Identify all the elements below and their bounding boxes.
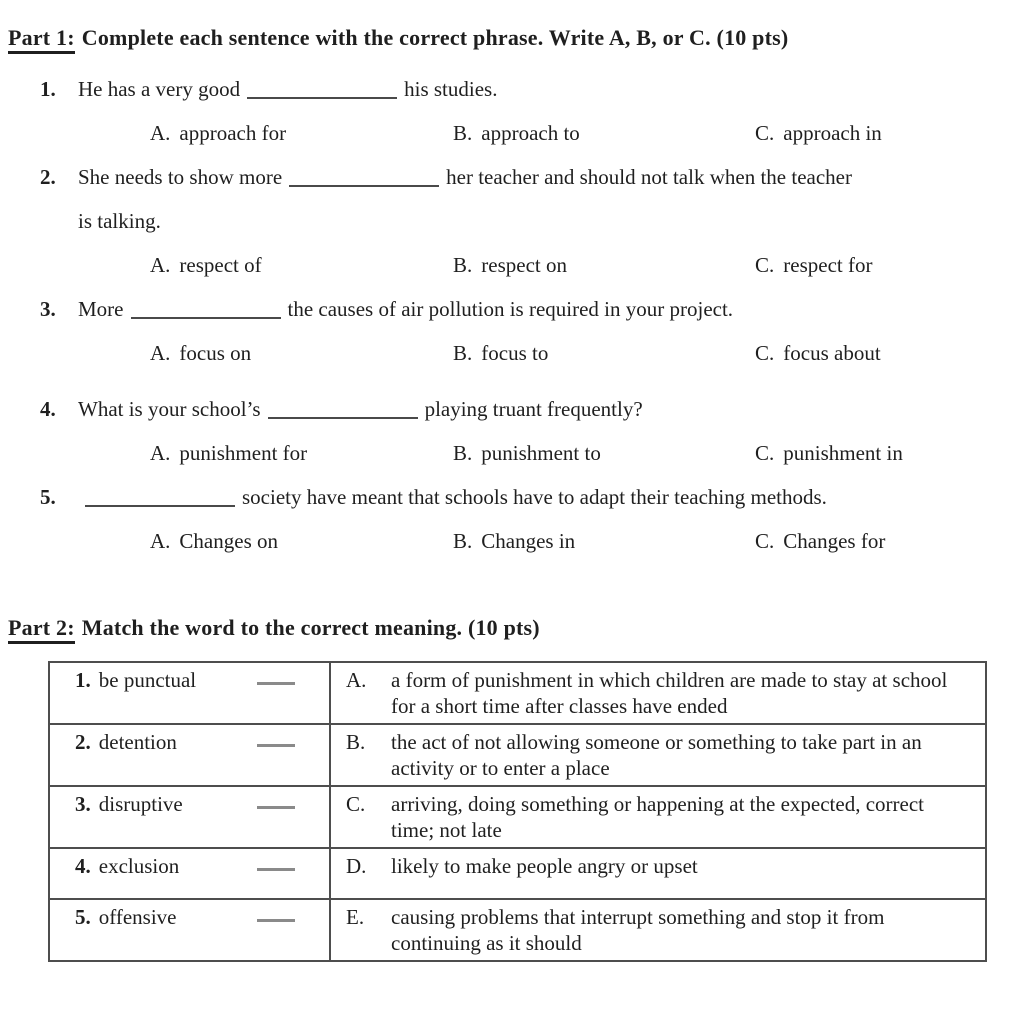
table-row [49, 899, 986, 961]
part1-heading [8, 25, 1024, 51]
meaning-text: a form of punishment in which children are made to stay at school for a short time after classes have ended [391, 668, 948, 718]
option-text: Changes for [783, 528, 886, 553]
option-letter: A. [150, 252, 171, 277]
word-number: 2. [75, 730, 91, 754]
question-text-continued: is talking. [78, 208, 161, 233]
match-answer-blank [257, 791, 295, 809]
meaning-letter: B. [346, 730, 366, 754]
meaning-cell [330, 786, 986, 848]
option-letter: C. [755, 528, 775, 553]
option-text: punishment for [179, 440, 308, 465]
option-a [150, 441, 453, 466]
meaning-letter: A. [346, 668, 367, 692]
option-b [453, 441, 755, 466]
option-letter: C. [755, 440, 775, 465]
matching-table [48, 661, 987, 962]
question-text-before: More [78, 296, 124, 321]
word-label: be punctual [98, 668, 197, 692]
question-1-options [0, 111, 1024, 155]
option-text: approach to [481, 120, 580, 145]
question-text-before: She needs to show more [78, 164, 283, 189]
question-number: 3. [40, 296, 56, 321]
option-text: respect on [481, 252, 567, 277]
word-label: exclusion [98, 854, 180, 878]
meaning-cell [330, 724, 986, 786]
option-letter: C. [755, 120, 775, 145]
word-cell [49, 899, 330, 961]
option-letter: C. [755, 252, 775, 277]
option-c [755, 121, 1024, 146]
part2-heading-label: Part 2: [8, 615, 75, 644]
question-4-options [0, 431, 1024, 475]
match-answer-blank [257, 667, 295, 685]
meaning-text: likely to make people angry or upset [391, 854, 698, 878]
part1-questions [0, 67, 1024, 563]
option-text: focus to [481, 340, 549, 365]
question-text-after: society have meant that schools have to adapt their teaching methods. [242, 484, 827, 509]
option-text: punishment to [481, 440, 601, 465]
answer-blank [268, 404, 418, 419]
question-number: 4. [40, 396, 56, 421]
question-5-options [0, 519, 1024, 563]
option-letter: A. [150, 440, 171, 465]
question-text-after: her teacher and should not talk when the teacher [446, 164, 852, 189]
word-cell [49, 848, 330, 899]
match-answer-blank [257, 729, 295, 747]
option-letter: C. [755, 340, 775, 365]
question-1-line [0, 67, 1024, 111]
part2-heading-text: Match the word to the correct meaning. (10 pts) [81, 615, 540, 640]
option-letter: A. [150, 340, 171, 365]
question-2-options [0, 243, 1024, 287]
match-answer-blank [257, 904, 295, 922]
option-letter: B. [453, 340, 473, 365]
table-row [49, 848, 986, 899]
word-cell [49, 662, 330, 724]
answer-blank [247, 84, 397, 99]
option-c [755, 441, 1024, 466]
question-text-after: playing truant frequently? [424, 396, 643, 421]
word-number: 4. [75, 854, 91, 878]
meaning-cell [330, 899, 986, 961]
table-row [49, 786, 986, 848]
question-2-line-2 [0, 199, 1024, 243]
meaning-text: arriving, doing something or happening at the expected, correct time; not late [391, 792, 924, 842]
meaning-letter: E. [346, 905, 365, 929]
question-number: 5. [40, 484, 56, 509]
table-row [49, 662, 986, 724]
word-cell [49, 724, 330, 786]
word-number: 1. [75, 668, 91, 692]
option-text: respect for [783, 252, 873, 277]
option-text: respect of [179, 252, 262, 277]
answer-blank [131, 304, 281, 319]
question-number: 1. [40, 76, 56, 101]
option-letter: A. [150, 120, 171, 145]
word-label: detention [98, 730, 177, 754]
answer-blank [85, 492, 235, 507]
worksheet-page [0, 25, 1024, 1013]
question-1 [0, 67, 1024, 155]
question-4-line [0, 387, 1024, 431]
question-3 [0, 287, 1024, 375]
word-cell [49, 786, 330, 848]
meaning-letter: C. [346, 792, 366, 816]
question-5-line [0, 475, 1024, 519]
option-a [150, 253, 453, 278]
meaning-letter: D. [346, 854, 367, 878]
meaning-cell [330, 848, 986, 899]
part1-heading-text: Complete each sentence with the correct phrase. Write A, B, or C. (10 pts) [81, 25, 789, 50]
question-2 [0, 155, 1024, 287]
question-text-after: his studies. [404, 76, 498, 101]
option-letter: B. [453, 120, 473, 145]
option-letter: B. [453, 528, 473, 553]
meaning-text: the act of not allowing someone or something to take part in an activity or to enter a place [391, 730, 922, 780]
option-text: Changes in [481, 528, 576, 553]
option-b [453, 253, 755, 278]
table-row [49, 724, 986, 786]
question-4 [0, 387, 1024, 475]
option-a [150, 121, 453, 146]
option-c [755, 529, 1024, 554]
option-letter: A. [150, 528, 171, 553]
question-number: 2. [40, 164, 56, 189]
option-text: punishment in [783, 440, 903, 465]
option-text: focus on [179, 340, 252, 365]
question-3-line [0, 287, 1024, 331]
question-text-before: What is your school’s [78, 396, 261, 421]
option-text: focus about [783, 340, 881, 365]
answer-blank [289, 172, 439, 187]
word-label: disruptive [98, 792, 183, 816]
word-number: 5. [75, 905, 91, 929]
question-5 [0, 475, 1024, 563]
part1-heading-label: Part 1: [8, 25, 75, 54]
option-letter: B. [453, 252, 473, 277]
option-b [453, 341, 755, 366]
question-text [78, 297, 983, 322]
option-text: approach in [783, 120, 882, 145]
match-answer-blank [257, 853, 295, 871]
word-number: 3. [75, 792, 91, 816]
option-a [150, 529, 453, 554]
question-3-options [0, 331, 1024, 375]
question-text-after: the causes of air pollution is required in your project. [287, 296, 734, 321]
option-b [453, 529, 755, 554]
option-text: approach for [179, 120, 287, 145]
option-a [150, 341, 453, 366]
question-text-before: He has a very good [78, 76, 241, 101]
option-c [755, 253, 1024, 278]
question-2-line [0, 155, 1024, 199]
question-text [78, 485, 983, 510]
part2-heading [8, 615, 1024, 641]
question-text [78, 165, 983, 190]
word-label: offensive [98, 905, 177, 929]
option-b [453, 121, 755, 146]
option-c [755, 341, 1024, 366]
option-text: Changes on [179, 528, 278, 553]
option-letter: B. [453, 440, 473, 465]
meaning-cell [330, 662, 986, 724]
question-text [78, 77, 983, 102]
meaning-text: causing problems that interrupt something and stop it from continuing as it should [391, 905, 885, 955]
question-text [78, 397, 983, 422]
